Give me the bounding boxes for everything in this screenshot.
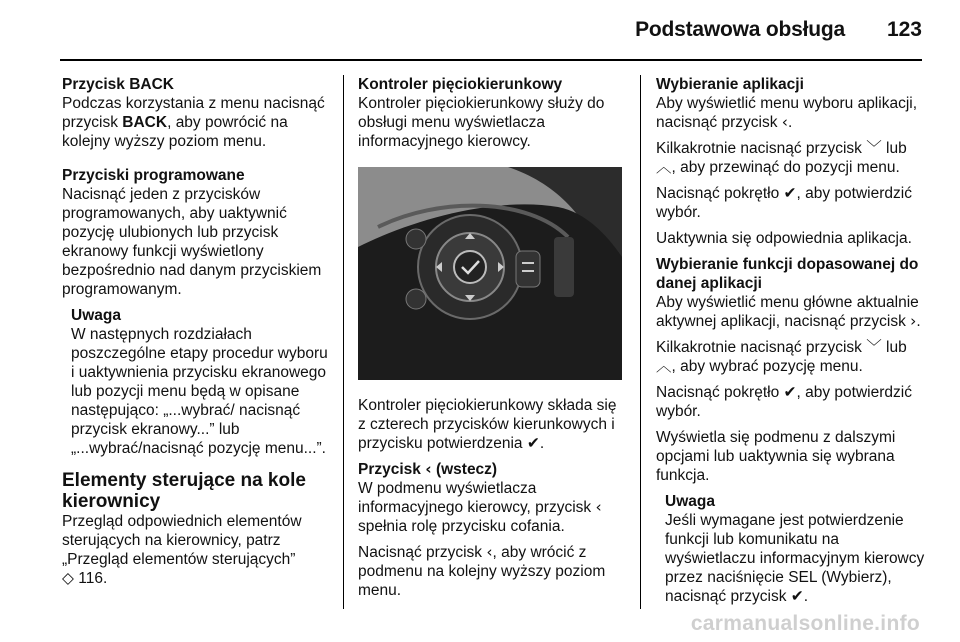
confirm-text: Nacisnąć pokrętło ✔, aby potwierdzić wybór. <box>656 184 912 221</box>
note-text: W następnych rozdziałach poszczególne etapy procedur wyboru i uaktywnienia przycisku ekranowego lub pozycji menu będą w opisane następująco: „...wybrać/ nacisnąć przycisk ekranowy...” lub „...wybrać/nacisnąć pozycję menu...”. <box>71 326 328 457</box>
check-icon: ✔ <box>526 434 540 452</box>
back-press-text: Nacisnąć przycisk ‹, aby wrócić z podmenu na kolejny wyższy poziom menu. <box>358 543 606 599</box>
check-icon: ✔ <box>783 383 797 401</box>
note-block <box>665 492 926 606</box>
activate-text: Uaktywnia się odpowiednia aplikacja. <box>656 230 912 247</box>
soft-keys-text: Nacisnąć jeden z przycisków programowanych, aby uaktywnić pozycję ulubionych lub przycisk ekranowy funkcji wyświetlony bezpośrednio nad danym przyciskiem programowanym. <box>62 186 322 298</box>
caption-text: Kontroler pięciokierunkowy składa się z czterech przycisków kierunkowych i przycisku potwierdzenia ✔. <box>358 397 617 452</box>
column-divider <box>343 75 344 609</box>
header-divider <box>60 59 922 61</box>
steering-wheel-illustration <box>358 167 622 380</box>
steering-wheel-image <box>358 167 622 380</box>
app-select-text: Aby wyświetlić menu wyboru aplikacji, nacisnąć przycisk ‹. <box>656 95 918 131</box>
column-divider <box>640 75 641 609</box>
note-text: Jeśli wymagane jest potwierdzenie funkcji lub komunikatu na wyświetlaczu informacyjnym kierowcy przez naciśnięcie SEL (Wybierz), nacisnąć przycisk ✔. <box>665 512 925 605</box>
check-icon: ✔ <box>783 184 797 202</box>
watermark: carmanualsonline.info <box>690 612 920 635</box>
arrow-down-icon: ﹀ <box>866 139 882 157</box>
note-heading: Uwaga <box>665 493 715 510</box>
back-arrow-heading: Przycisk ‹ (wstecz) <box>358 460 498 478</box>
arrow-left-icon: ‹ <box>425 460 432 478</box>
soft-keys-heading: Przyciski programowane <box>62 167 245 184</box>
confirm-text-2: Nacisnąć pokrętło ✔, aby potwierdzić wybór. <box>656 383 912 420</box>
back-button-heading: Przycisk BACK <box>62 76 174 93</box>
ref-arrow-icon: ◇ <box>62 569 74 587</box>
arrow-right-icon: › <box>910 312 917 330</box>
page-header <box>0 0 960 62</box>
page-number: 123 <box>886 18 922 41</box>
scroll-text: Kilkakrotnie nacisnąć przycisk ﹀ lub ︿, aby przewinąć do pozycji menu. <box>656 139 907 176</box>
check-icon: ✔ <box>790 587 804 605</box>
section-heading: Elementy sterujące na kole kierownicy <box>62 470 306 512</box>
app-select-heading: Wybieranie aplikacji <box>656 76 804 93</box>
function-select-heading: Wybieranie funkcji dopasowanej do danej aplikacji <box>656 256 919 292</box>
back-button-text: Podczas korzystania z menu nacisnąć przycisk BACK, aby powrócić na kolejny wyższy poziom menu. <box>62 95 325 150</box>
back-arrow-text: W podmenu wyświetlacza informacyjnego kierowcy, przycisk ‹ spełnia rolę przycisku cofania. <box>358 480 602 535</box>
arrow-left-icon: ‹ <box>486 543 493 561</box>
column-left <box>62 75 332 588</box>
function-select-text: Aby wyświetlić menu główne aktualnie aktywnej aplikacji, nacisnąć przycisk ›. <box>656 294 921 330</box>
section-text: Przegląd odpowiednich elementów sterujących na kierownicy, patrz „Przegląd elementów sterujących” ◇ 116. <box>62 513 302 587</box>
page-title: Podstawowa obsługa <box>635 18 845 41</box>
submenu-text: Wyświetla się podmenu z dalszymi opcjami lub uaktywnia się wybrana funkcja. <box>656 429 896 484</box>
column-middle <box>358 75 628 600</box>
column-right <box>656 75 926 606</box>
arrow-left-icon: ‹ <box>781 113 788 131</box>
note-block <box>71 306 332 458</box>
note-heading: Uwaga <box>71 307 121 324</box>
arrow-up-icon: ︿ <box>656 158 672 176</box>
scroll-text-2: Kilkakrotnie nacisnąć przycisk ﹀ lub ︿, aby wybrać pozycję menu. <box>656 338 907 375</box>
controller-heading: Kontroler pięciokierunkowy <box>358 76 563 93</box>
arrow-left-icon: ‹ <box>595 498 602 516</box>
controller-text: Kontroler pięciokierunkowy służy do obsługi menu wyświetlacza informacyjnego kierowcy. <box>358 95 605 150</box>
arrow-up-icon: ︿ <box>656 357 672 375</box>
arrow-down-icon: ﹀ <box>866 338 882 356</box>
